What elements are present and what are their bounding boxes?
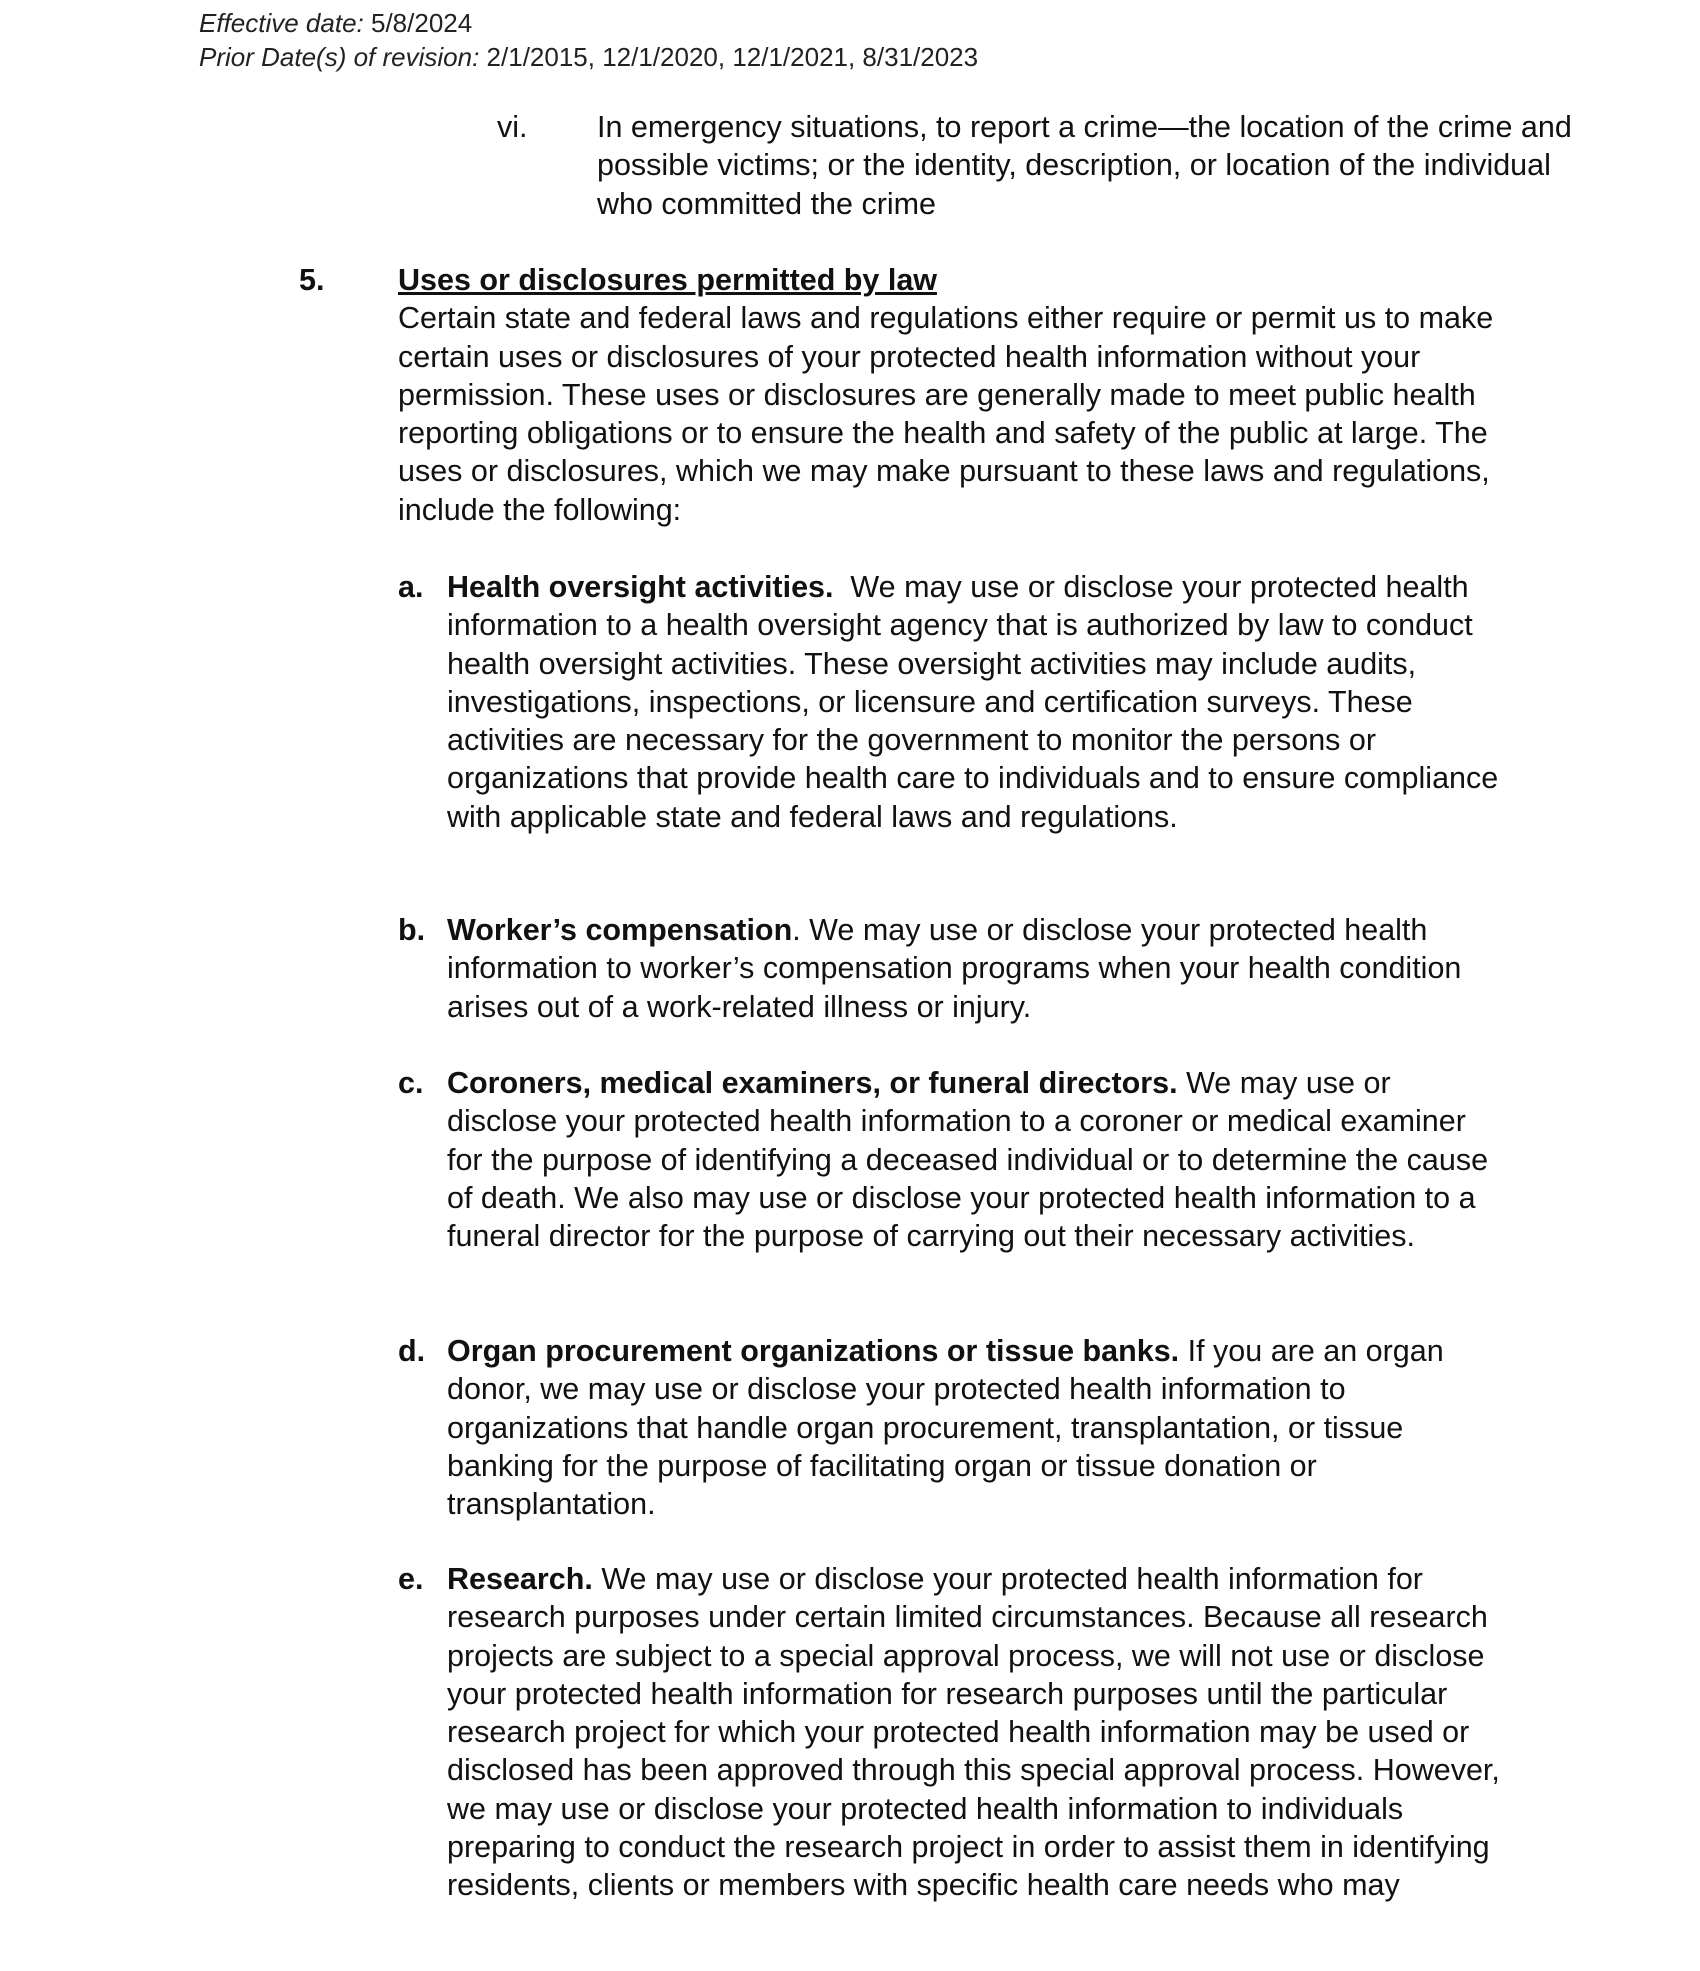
item-c-marker: c.	[398, 1066, 424, 1100]
item-b-text	[447, 911, 1507, 1026]
item-c-body: We may use or disclose your protected health information to a coroner or medical examiner for the purpose of identifying a deceased individual or to determine the cause of death. We also may use or disclose your protected health information to a funeral director for the purpose of carrying out their necessary activities.	[447, 1066, 1489, 1254]
item-d-text	[447, 1332, 1507, 1523]
item-e-title: Research.	[447, 1562, 593, 1596]
section-body	[398, 261, 1508, 529]
item-a-title: Health oversight activities.	[447, 570, 834, 604]
prior-revision-value: 2/1/2015, 12/1/2020, 12/1/2021, 8/31/2023	[486, 42, 979, 72]
item-b-title: Worker’s compensation	[447, 913, 793, 947]
section-number: 5.	[299, 263, 325, 297]
item-a-text	[447, 568, 1507, 836]
subitem-vi-marker: vi.	[497, 110, 528, 144]
item-c-text	[447, 1064, 1507, 1255]
item-d-title: Organ procurement organizations or tissue banks.	[447, 1334, 1180, 1368]
item-c-title: Coroners, medical examiners, or funeral directors.	[447, 1066, 1178, 1100]
effective-date-label: Effective date:	[199, 8, 364, 38]
item-a-body: We may use or disclose your protected health information to a health oversight agency that is authorized by law to conduct health oversight activities. These oversight activities may include audits, investigations, inspections, or licensure and certification surveys. These activities are necessary for the government to monitor the persons or organizations that provide health care to individuals and to ensure compliance with applicable state and federal laws and regulations.	[447, 570, 1499, 834]
prior-revision-label: Prior Date(s) of revision:	[199, 42, 480, 72]
effective-date-line	[199, 6, 978, 40]
subitem-vi-text: In emergency situations, to report a crime—the location of the crime and possible victims; or the identity, description, or location of the individual who committed the crime	[597, 110, 1572, 221]
section-intro: Certain state and federal laws and regulations either require or permit us to make certain uses or disclosures of your protected health information without your permission. These uses or disclosures are generally made to meet public health reporting obligations or to ensure the health and safety of the public at large. The uses or disclosures, which we may make pursuant to these laws and regulations, include the following:	[398, 301, 1494, 527]
item-b-marker: b.	[398, 913, 426, 947]
item-d-body: If you are an organ donor, we may use or disclose your protected health information to organizations that handle organ procurement, transplantation, or tissue banking for the purpose of facilitating organ or tissue donation or transplantation.	[447, 1334, 1444, 1522]
effective-date-value: 5/8/2024	[371, 8, 473, 38]
prior-revision-line	[199, 40, 978, 74]
section-title: Uses or disclosures permitted by law	[398, 263, 938, 297]
item-a-marker: a.	[398, 570, 424, 604]
document-header	[199, 6, 978, 74]
item-e-body: We may use or disclose your protected health information for research purposes under certain limited circumstances. Because all research projects are subject to a special approval process, we will not use or disclose your protected health information for research purposes until the particular research project for which your protected health information may be used or disclosed has been approved through this special approval process. However, we may use or disclose your protected health information to individuals preparing to conduct the research project in order to assist them in identifying residents, clients or members with specific health care needs who may	[447, 1562, 1500, 1903]
item-e-marker: e.	[398, 1562, 424, 1596]
item-b-body: . We may use or disclose your protected health information to worker’s compensation programs when your health condition arises out of a work-related illness or injury.	[447, 913, 1462, 1024]
item-d-marker: d.	[398, 1334, 426, 1368]
item-e-text	[447, 1560, 1507, 1905]
